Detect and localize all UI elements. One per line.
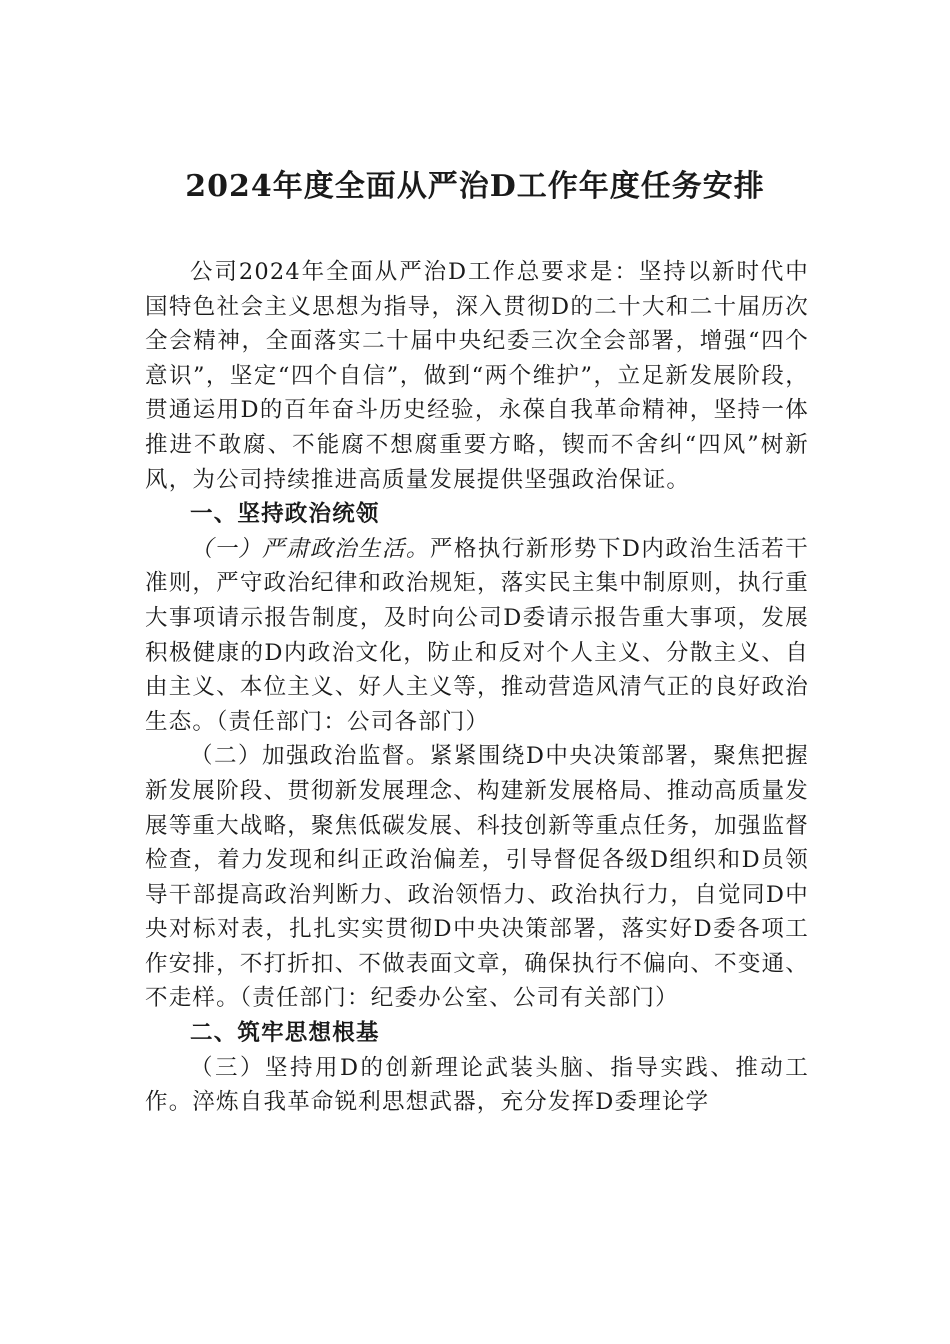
item-paragraph-1 (145, 532, 809, 740)
item-text-1: 严格执行新形势下D内政治生活若干准则，严守政治纪律和政治规矩，落实民主集中制原则，执行重大事项请示报告制度，及时向公司D委请示报告重大事项，发展积极健康的D内政治文化，防止和反对个人主义、分散主义、自由主义、本位主义、好人主义等，推动营造风清气正的良好政治生态。（责任部门：公司各部门） (145, 535, 809, 735)
item-text-2: 紧紧围绕D中央决策部署，聚焦把握新发展阶段、贯彻新发展理念、构建新发展格局、推动高质量发展等重大战略，聚焦低碳发展、科技创新等重点任务，加强监督检查，着力发现和纠正政治偏差，引导督促各级D组织和D员领导干部提高政治判断力、政治领悟力、政治执行力，自觉同D中央对标对表，扎扎实实贯彻D中央决策部署，落实好D委各项工作安排，不打折扣、不做表面文章，确保执行不偏向、不变通、不走样。（责任部门：纪委办公室、公司有关部门） (145, 743, 809, 1012)
item-paragraph-3 (145, 1051, 809, 1120)
item-text-3: 淬炼自我革命锐利思想武器，充分发挥D委理论学 (192, 1089, 710, 1116)
document-title: 2024年度全面从严治D工作年度任务安排 (185, 169, 765, 204)
item-lead-1: （一）严肃政治生活。 (190, 535, 430, 562)
section-heading-2: 二、筑牢思想根基 (190, 1020, 380, 1047)
intro-paragraph: 公司2024年全面从严治D工作总要求是：坚持以新时代中国特色社会主义思想为指导，深入贯彻D的二十大和二十届历次全会精神，全面落实二十届中央纪委三次全会部署，增强“四个意识”，坚定“四个自信”，做到“两个维护”，立足新发展阶段，贯通运用D的百年奋斗历史经验，永葆自我革命精神，坚持一体推进不敢腐、不能腐不想腐重要方略，锲而不舍纠“四风”树新风，为公司持续推进高质量发展提供坚强政治保证。 (145, 259, 809, 493)
item-lead-2: （二）加强政治监督。 (190, 743, 430, 770)
item-paragraph-2 (145, 739, 809, 1016)
document-body (145, 255, 809, 1120)
item-lead-3: （三）坚持用D的创新理论武装头脑、指导实践、推动工作。 (145, 1054, 809, 1116)
section-heading-1: 一、坚持政治统领 (190, 501, 380, 528)
